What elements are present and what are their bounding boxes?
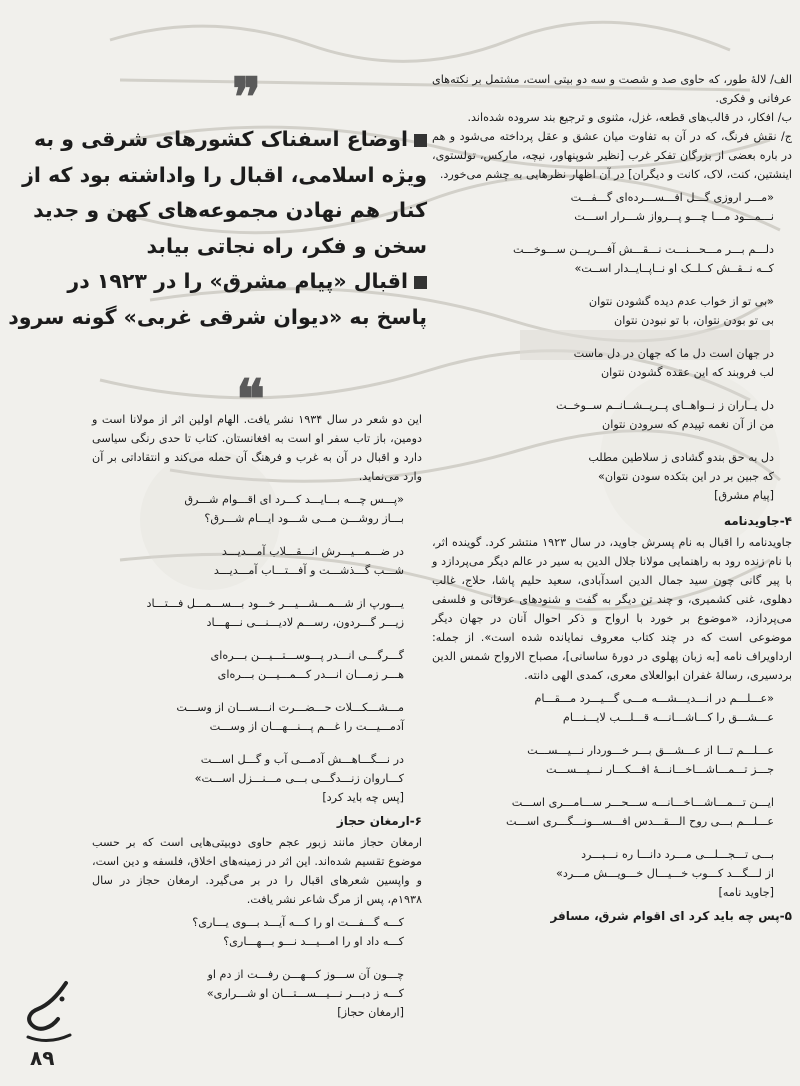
poem-stanza: ایـــن تـــمـــاشـــاخـــانـــه ســـحـــر ســـامـــری اســـت عـــلـــم بـــی روح الـــقـــدس افـــســـونـــگـــری اســـت [505, 796, 774, 828]
poem-source: [ارمغان حجاز] [337, 1006, 404, 1019]
poem-source: [پیام مشرق] [714, 489, 774, 502]
pull-quote-line: سخن و فکر، راه نجاتی بیابد [146, 233, 427, 258]
section-title-pas-che-bayad-kard: ۵-پس چه باید کرد ای اقوام شرق، مسافر [550, 909, 792, 923]
section-title-armaghan: ۶-ارمغان حجاز [336, 814, 422, 828]
left-column [92, 410, 422, 1036]
bullet-square-icon [414, 134, 427, 147]
poem-stanza: در جهان است دل ما که جهان در دل ماست لب فروبند که این عقده گشودن نتوان [573, 347, 774, 379]
quote-close-glyph: ❝ [236, 367, 266, 431]
page-number: ۸۹ [30, 1046, 55, 1070]
poem-stanza: دلـــم بـــر مـــحـــنـــت نـــقـــش آفـــریـــن ســـوخـــت کــه نــقــش کــلــک او نــاپــایــدار اســت» [513, 243, 774, 275]
poem-stanza: گـــرگـــی انـــدر پـــوســـتـــیـــن بـــره‌ای هـــر زمـــان انـــدر کـــمـــیـــن بـــره‌ای [210, 649, 404, 681]
javidnameh-paragraph: جاویدنامه را اقبال به نام پسرش جاوید، در سال ۱۹۲۳ منتشر کرد. گوینده اثر، با نام زنده رود به راهنمایی مولانا جلال الدین به سیر در عالم دیگر می‌پردازد و با پیر گانی چون سید جمال الدین اسدآبادی، سعید حلیم پاشا، حلاج، غالب دهلوی، غنی کشمیری، و چند تن دیگر به گفت و شنودهای عرفانی و فلسفی می‌پردازد، «موضوع بر خورد با ارواح و ذکر احوال آنان در جهان دیگر موضوعی است که در چند کتاب معروف نمایانده شده است». از جمله: ارداویراف نامه [به زبان پهلوی در دورهٔ ساسانی]، مصباح الارواح شمس الدین بردسیری، رسالهٔ غفران ابوالعلای معری، کمدی الهی دانته. [432, 536, 792, 682]
pull-quote-line: پاسخ به «دیوان شرقی غربی» گونه سرود [8, 304, 427, 329]
poem-source: [پس چه باید کرد] [322, 791, 404, 804]
poem-source: [جاوید نامه] [718, 886, 774, 899]
magazine-logo [18, 975, 78, 1050]
poem-stanza: چـــون آن ســـوز کـــهـــن رفـــت از دم او کـــه ز دبـــر نـــیـــســـتـــان او شـــراری» [ارمغان حجاز] [92, 965, 422, 1022]
intro-paragraph-a: الف/ لالهٔ طور، که حاوی صد و شصت و سه دو بیتی است، مشتمل بر نکته‌های عرفانی و فکری. [432, 73, 792, 105]
pull-quote [8, 122, 427, 335]
left-intro-paragraph: این دو شعر در سال ۱۹۳۴ نشر یافت. الهام اولین اثر از مولانا است و دومین، باز تاب سفر او است به افغانستان. کتاب تا حدی رنگی سیاسی دارد و اقبال در آن به غرب و فرهنگ آن حمله می‌کند و انتقاداتی بر آن وارد می‌نماید. [92, 413, 422, 483]
poem-stanza: مـــشـــکـــلات حـــضـــرت انـــســـان از وســـت آدمـــیـــت را غـــم پـــنـــهـــان از وســـت [176, 701, 404, 733]
poem-stanza: کـــه گـــفـــت او را کـــه آیـــد بـــوی یـــاری؟ کـــه داد او را امـــیـــد نـــو بـــهـــاری؟ [192, 916, 404, 948]
pull-quote-line: ویژه اسلامی، اقبال را واداشته بود که از [22, 162, 427, 187]
intro-paragraph-b: ب/ افکار، در قالب‌های قطعه، غزل، مثنوی و ترجیع بند سروده شده‌اند. [467, 111, 792, 124]
poem-stanza: عـــلـــم تـــا از عـــشـــق بـــر خـــوردار نـــیـــســـت جـــز تـــمـــاشـــاخـــانـــهٔ افـــکـــار نـــیـــســـت [527, 744, 774, 776]
intro-paragraph-c: ج/ نقش فرنگ، که در آن به تفاوت میان عشق و عقل پرداخته می‌شود و هم در باره بعضی از بزرگان تفکر غرب [نظیر شوپنهاور، نیچه، مارکس، تولستوی، اینشتین، کنت، لاک، کانت و دیگران] در آن اظهار نظرهایی به چشم می‌خورد. [432, 130, 792, 181]
bullet-square-icon [414, 276, 427, 289]
poem-stanza: «بی تو از خواب عدم دیده گشودن نتوان بی تو بودن نتوان، با تو نبودن نتوان [588, 295, 774, 327]
poem-stanza: یـــورپ از شـــمـــشـــیـــر خـــود بـــســـمـــل فـــتـــاد زیـــر گـــردون، رســـم لادیـــنـــی نـــهـــاد [146, 597, 404, 629]
poem-stanza: دل یــاران ز نــواهــای پــریــشــانــم ســوخــت من از آن نغمه تپیدم که سرودن نتوان [555, 399, 774, 431]
quote-open-glyph: ❞ [232, 65, 262, 129]
poem-stanza: در ضـــمـــیـــرش انـــقـــلاب آمـــدیـــد شـــب گـــذشـــت و آفـــتـــاب آمـــدیـــد [213, 545, 404, 577]
poem-stanza: «پـــس چـــه بـــایـــد کـــرد ای اقـــوام شـــرق بـــاز روشـــن مـــی شـــود ایـــام شـــرق؟ [184, 493, 404, 525]
pull-quote-line: اوضاع اسفناک کشورهای شرقی و به [92, 122, 427, 158]
poem-stanza: دل به حق بندو گشادی ز سلاطین مطلب که جبین بر در این بتکده سودن نتوان» [پیام مشرق] [432, 448, 792, 505]
poem-stanza: «عـــلـــم در انـــدیـــشـــه مـــی گـــیـــرد مـــقـــام عـــشـــق را کـــاشـــانـــه قـــلـــب لایـــنـــام [534, 692, 774, 724]
poem-stanza: بـــی تـــجـــلـــی مـــرد دانـــا ره نـــبـــرد از لـــگـــد کـــوب خـــیـــال خـــویـــش مـــرد» [جاوید نامه] [432, 845, 792, 902]
pull-quote-line: کنار هم نهادن مجموعه‌های کهن و جدید [33, 198, 427, 222]
poem-stanza: در نـــگـــاهـــش آدمـــی آب و گـــل اســـت کـــاروان زنـــدگـــی بـــی مـــنـــزل اســـت» [پس چه باید کرد] [92, 750, 422, 807]
right-column [432, 70, 792, 926]
armaghan-paragraph: ارمغان حجاز مانند زبور عجم حاوی دوبیتی‌هایی است که بر حسب موضوع تقسیم شده‌اند. این اثر در زمینه‌های اخلاق، فلسفه و دین است، و واپسین شعرهای اقبال را در بر می‌گیرد. ارمغان حجاز در سال ۱۹۳۸م، پس از مرگ شاعر نشر یافت. [92, 836, 422, 906]
poem-stanza: «مـــر اروزی گـــل افـــســـرده‌ای گـــفـــت نـــمـــود مـــا چـــو پـــرواز شـــرار اســـت [570, 191, 774, 223]
section-title-javidnameh: ۴-جاویدنامه [723, 514, 792, 528]
pull-quote-line: اقبال «پیام مشرق» را در ۱۹۲۳ در [92, 264, 427, 300]
